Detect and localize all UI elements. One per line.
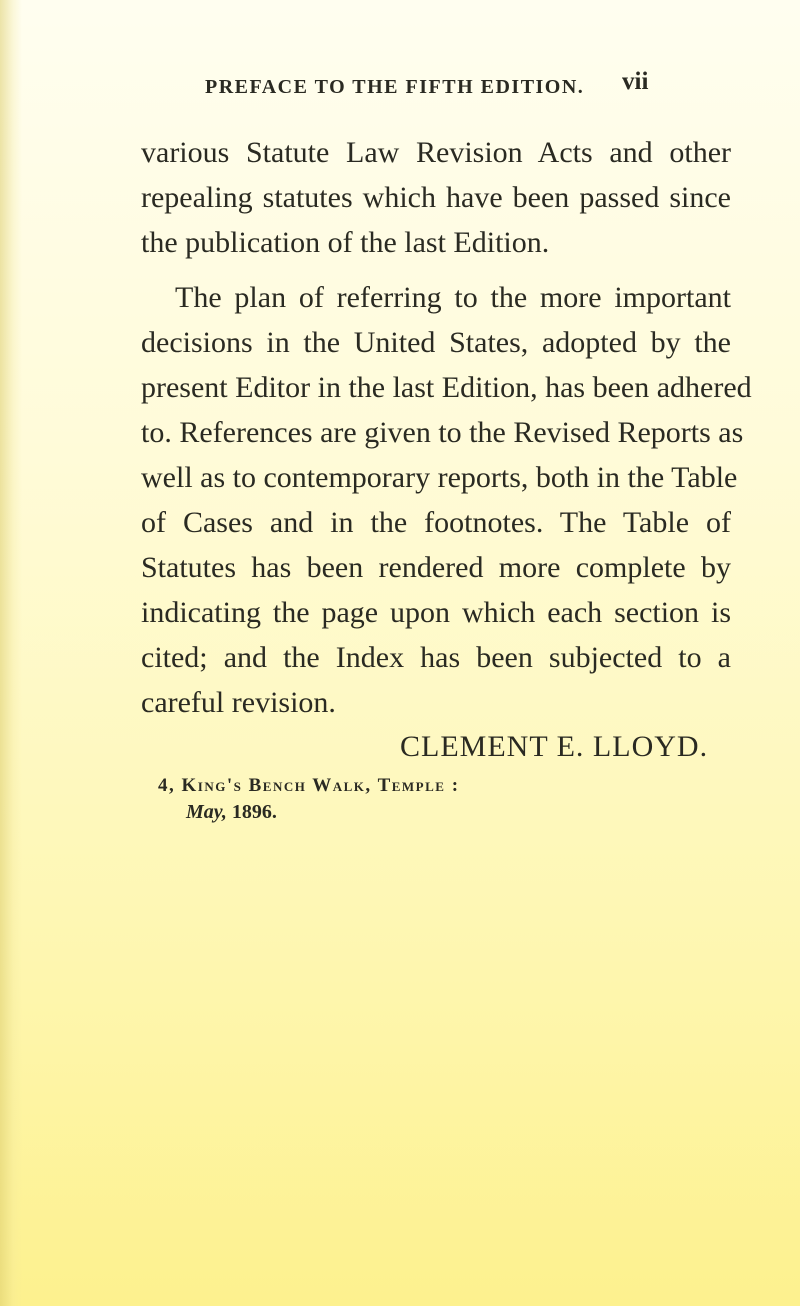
text-line: The plan of referring to the more important: [175, 281, 731, 314]
text-line: Statutes has been rendered more complete by: [141, 551, 731, 584]
text-line: repealing statutes which have been passed since: [141, 181, 731, 214]
author-address: 4, King's Bench Walk, Temple :: [158, 775, 460, 796]
text-line: present Editor in the last Edition, has been adhered: [141, 371, 752, 404]
page-number: vii: [622, 68, 649, 95]
preface-date: [186, 799, 277, 825]
text-line: to. References are given to the Revised Reports as: [141, 416, 744, 449]
text-line: careful revision.: [141, 686, 336, 719]
text-line: of Cases and in the footnotes. The Table of: [141, 506, 731, 539]
date-year: 1896.: [231, 801, 277, 823]
text-line: various Statute Law Revision Acts and other: [141, 136, 731, 169]
text-line: indicating the page upon which each section is: [141, 596, 731, 629]
text-line: well as to contemporary reports, both in the Table: [141, 461, 738, 494]
running-title: PREFACE TO THE FIFTH EDITION.: [205, 76, 585, 98]
running-head: [60, 68, 670, 108]
page-edge-shadow: [0, 0, 22, 1306]
text-line: the publication of the last Edition.: [141, 226, 550, 259]
text-line: decisions in the United States, adopted by the: [141, 326, 731, 359]
text-line: cited; and the Index has been subjected to a: [141, 641, 731, 674]
document-page: [60, 0, 760, 1306]
date-month: May,: [186, 801, 227, 823]
author-signature: CLEMENT E. LLOYD.: [400, 730, 709, 763]
